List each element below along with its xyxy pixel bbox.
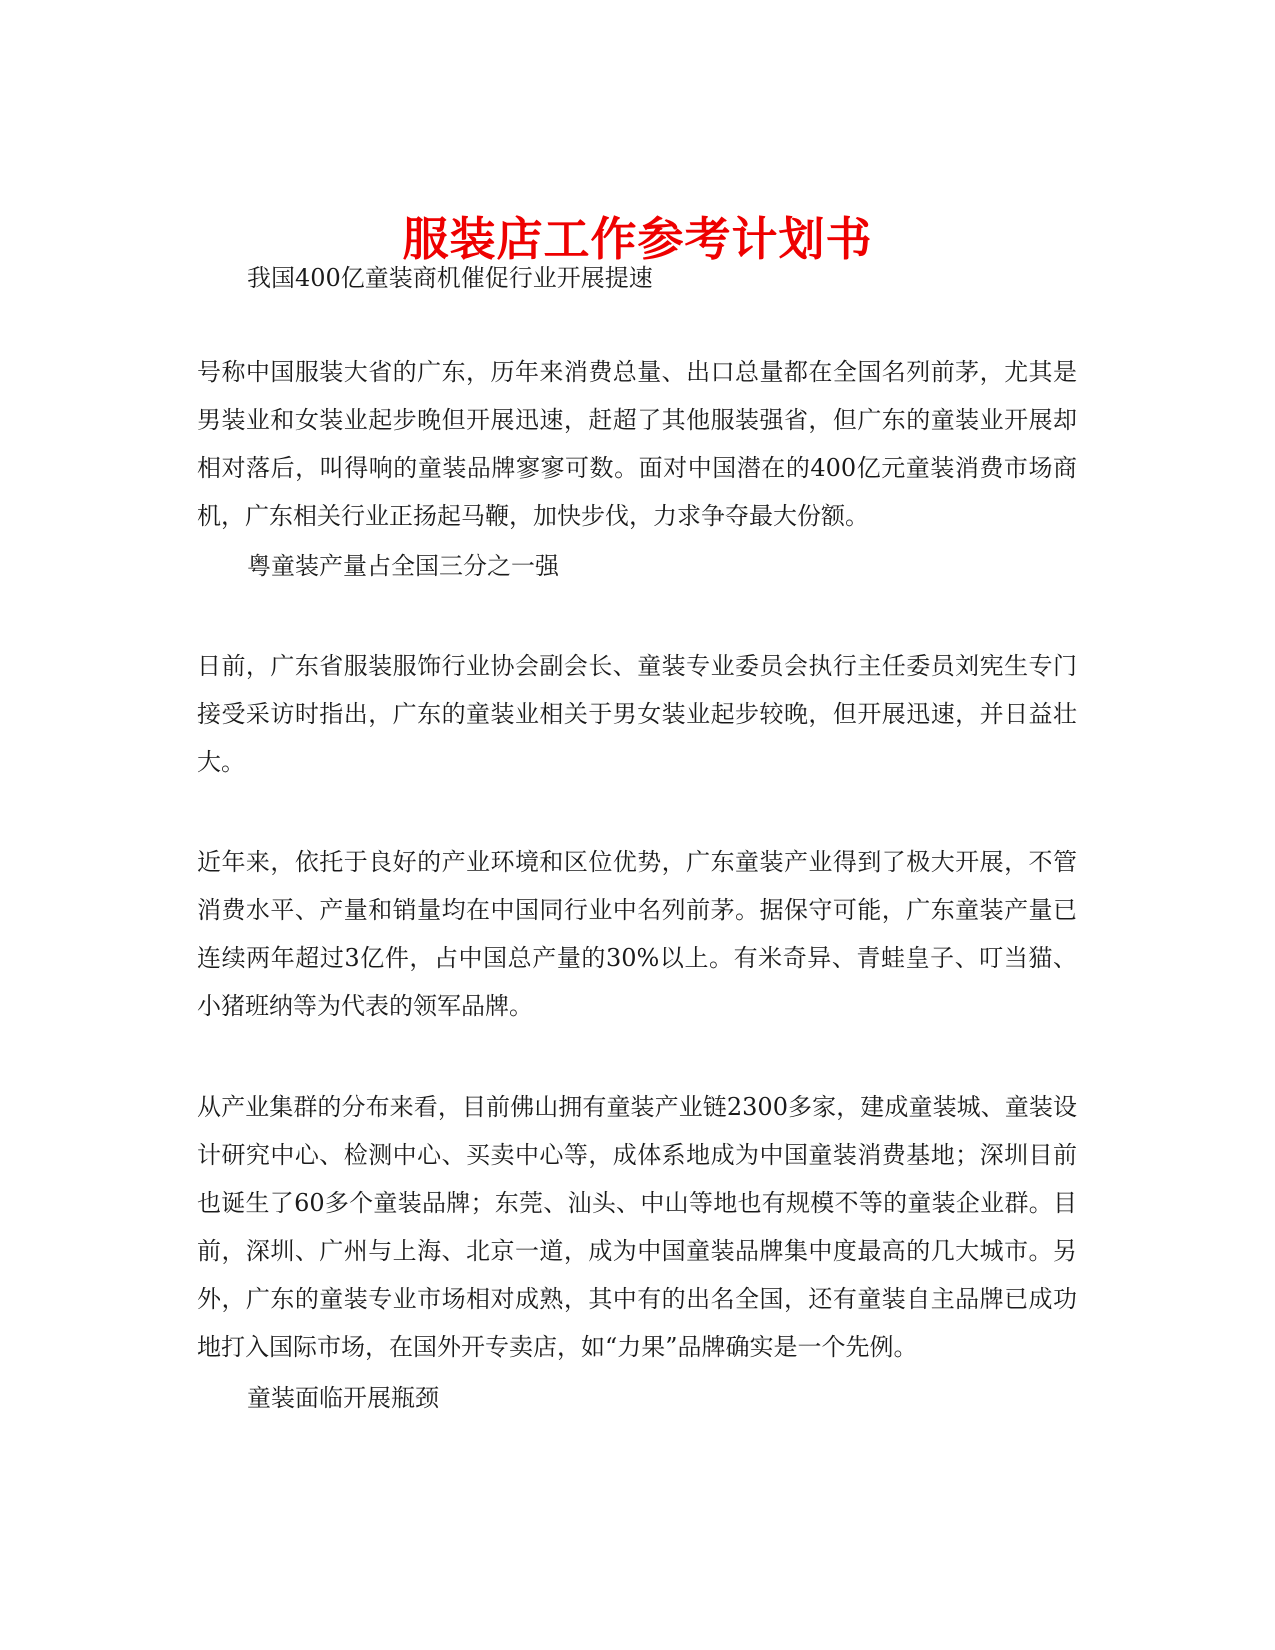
section-subheading: 我国400亿童装商机催促行业开展提速 (247, 264, 653, 292)
section-subheading: 童装面临开展瓶颈 (247, 1384, 439, 1412)
body-paragraph: 近年来，依托于良好的产业环境和区位优势，广东童装产业得到了极大开展，不管消费水平、产量和销量均在中国同行业中名列前茅。据保守可能，广东童装产量已连续两年超过3亿件，占中国总产量的30%以上。有米奇异、青蛙皇子、叮当猫、小猪班纳等为代表的领军品牌。 (197, 848, 1077, 1020)
section-subheading: 粤童装产量占全国三分之一强 (247, 552, 559, 580)
body-paragraph: 从产业集群的分布来看，目前佛山拥有童装产业链2300多家，建成童装城、童装设计研究中心、检测中心、买卖中心等，成体系地成为中国童装消费基地；深圳目前也诞生了60多个童装品牌；东莞、汕头、中山等地也有规模不等的童装企业群。目前，深圳、广州与上海、北京一道，成为中国童装品牌集中度最高的几大城市。另外，广东的童装专业市场相对成熟，其中有的出名全国，还有童装自主品牌已成功地打入国际市场，在国外开专卖店，如“力果”品牌确实是一个先例。 (197, 1093, 1077, 1361)
body-paragraph: 日前，广东省服装服饰行业协会副会长、童装专业委员会执行主任委员刘宪生专门接受采访时指出，广东的童装业相关于男女装业起步较晚，但开展迅速，并日益壮大。 (197, 652, 1077, 776)
body-paragraph: 号称中国服装大省的广东，历年来消费总量、出口总量都在全国名列前茅，尤其是男装业和女装业起步晚但开展迅速，赶超了其他服装强省，但广东的童装业开展却相对落后，叫得响的童装品牌寥寥可数。面对中国潜在的400亿元童装消费市场商机，广东相关行业正扬起马鞭，加快步伐，力求争夺最大份额。 (197, 358, 1077, 530)
document-title: 服装店工作参考计划书 (402, 211, 873, 266)
